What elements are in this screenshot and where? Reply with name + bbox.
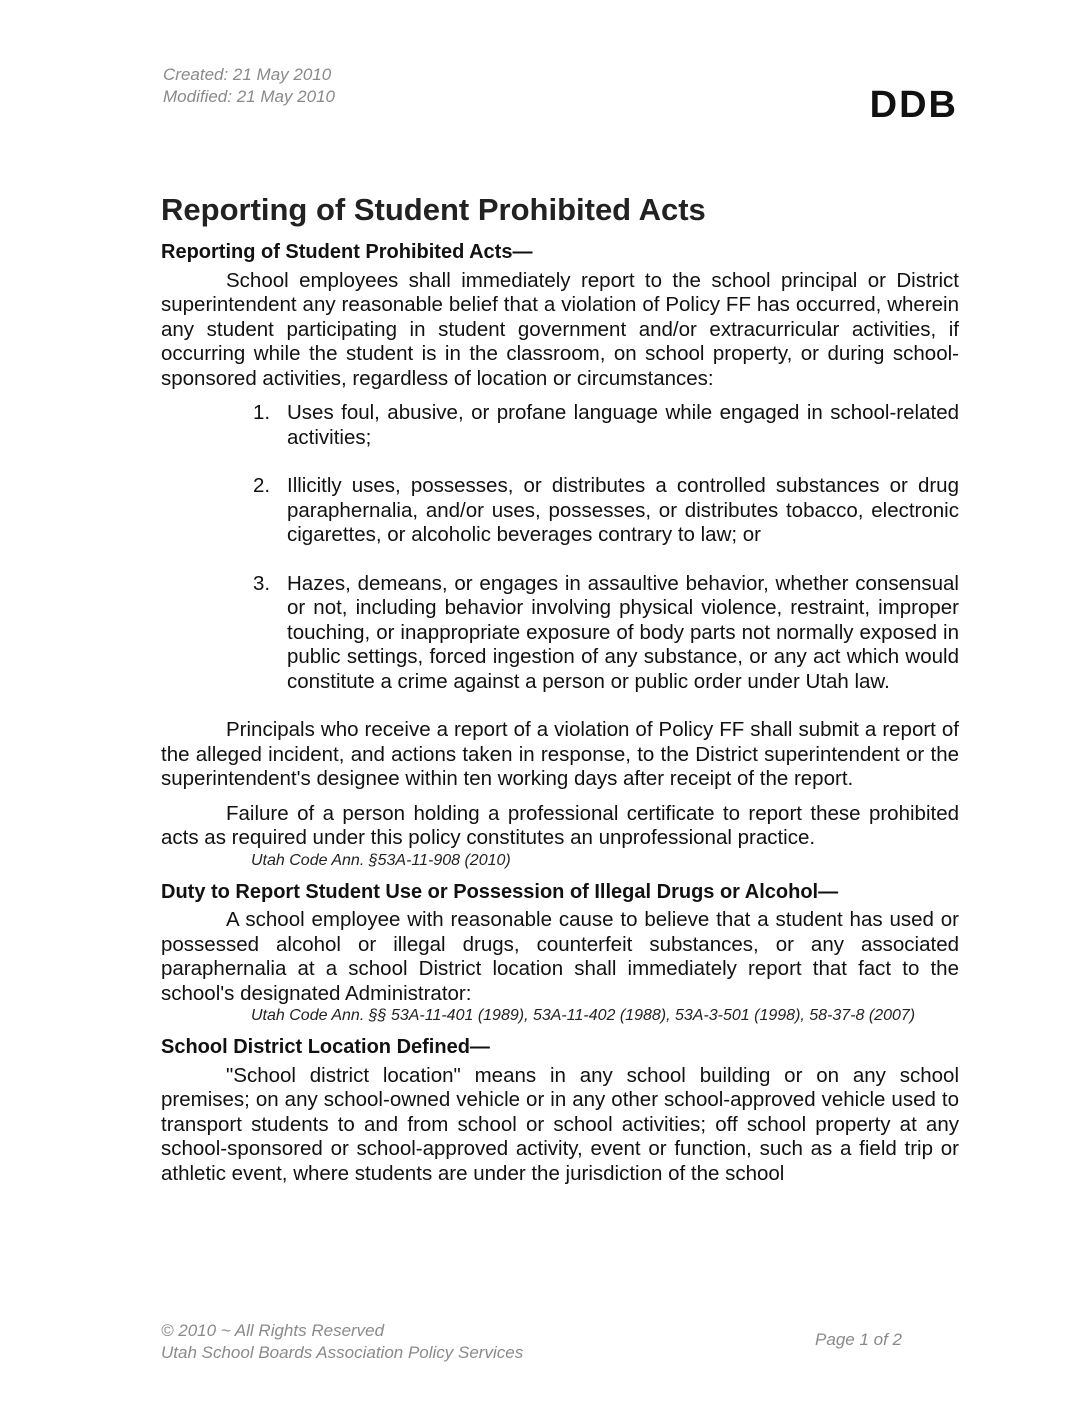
page-title: Reporting of Student Prohibited Acts: [161, 192, 706, 227]
list-item: [253, 401, 959, 450]
section-heading: School District Location Defined—: [161, 1036, 490, 1058]
page-number: Page 1 of 2: [815, 1330, 902, 1349]
copyright: © 2010 ~ All Rights Reserved: [161, 1321, 385, 1340]
list-item-text: Hazes, demeans, or engages in assaultive behavior, whether consensual or not, including behavior involving physical violence, restraint, improper touching, or inappropriate exposure of body parts not normally exposed in public settings, forced ingestion of any substance, or any act which would constitute a crime against a person or public order under Utah law.: [287, 571, 959, 693]
list-number: 2.: [253, 474, 271, 497]
list-item-text: Illicitly uses, possesses, or distributes a controlled substances or drug paraphernalia, and/or uses, possesses, or distributes tobacco, electronic cigarettes, or alcoholic beverages contrary to law; or: [287, 474, 959, 546]
list-item: [253, 572, 959, 695]
paragraph: A school employee with reasonable cause to believe that a student has used or possessed alcohol or illegal drugs, counterfeit substances, or any associated paraphernalia at a school District location shall immediately report that fact to the school's designated Administrator:: [161, 908, 959, 1005]
modified-date: Modified: 21 May 2010: [163, 87, 335, 106]
document-body: [161, 240, 959, 1186]
section-heading: Reporting of Student Prohibited Acts—: [161, 241, 533, 263]
document-dates: [163, 64, 335, 108]
footer-credits: [161, 1320, 523, 1364]
created-date: Created: 21 May 2010: [163, 65, 332, 84]
citation: Utah Code Ann. §§ 53A-11-401 (1989), 53A-11-402 (1988), 53A-3-501 (1998), 58-37-8 (2007): [251, 1007, 916, 1024]
list-item: [253, 474, 959, 548]
paragraph: "School district location" means in any school building or on any school premises; on any school-owned vehicle or in any other school-approved vehicle used to transport students to and from school or school activities; off school property at any school-sponsored or school-approved activity, event or function, such as a field trip or athletic event, where students are under the jurisdiction of the school: [161, 1063, 959, 1185]
section-heading: Duty to Report Student Use or Possession of Illegal Drugs or Alcohol—: [161, 880, 839, 903]
section-reporting: [161, 240, 959, 870]
policy-code: DDB: [869, 84, 958, 126]
paragraph: Principals who receive a report of a violation of Policy FF shall submit a report of the alleged incident, and actions taken in response, to the District superintendent or the superintendent's designee within ten working days after receipt of the report.: [161, 718, 959, 790]
prohibited-acts-list: [161, 401, 959, 694]
paragraph: School employees shall immediately report to the school principal or District superintendent any reasonable belief that a violation of Policy FF has occurred, wherein any student participating in student government and/or extracurricular activities, if occurring while the student is in the classroom, on school property, or during school-sponsored activities, regardless of location or circumstances:: [161, 268, 959, 390]
list-number: 3.: [253, 571, 271, 595]
section-duty-to-report: [161, 880, 959, 1026]
publisher: Utah School Boards Association Policy Services: [161, 1343, 524, 1362]
list-item-text: Uses foul, abusive, or profane language while engaged in school-related activities;: [287, 401, 959, 449]
citation: Utah Code Ann. §53A-11-908 (2010): [251, 851, 511, 869]
section-location-defined: [161, 1035, 959, 1186]
list-number: 1.: [253, 401, 271, 424]
paragraph: Failure of a person holding a professional certificate to report these prohibited acts as required under this policy constitutes an unprofessional practice.: [161, 801, 959, 849]
